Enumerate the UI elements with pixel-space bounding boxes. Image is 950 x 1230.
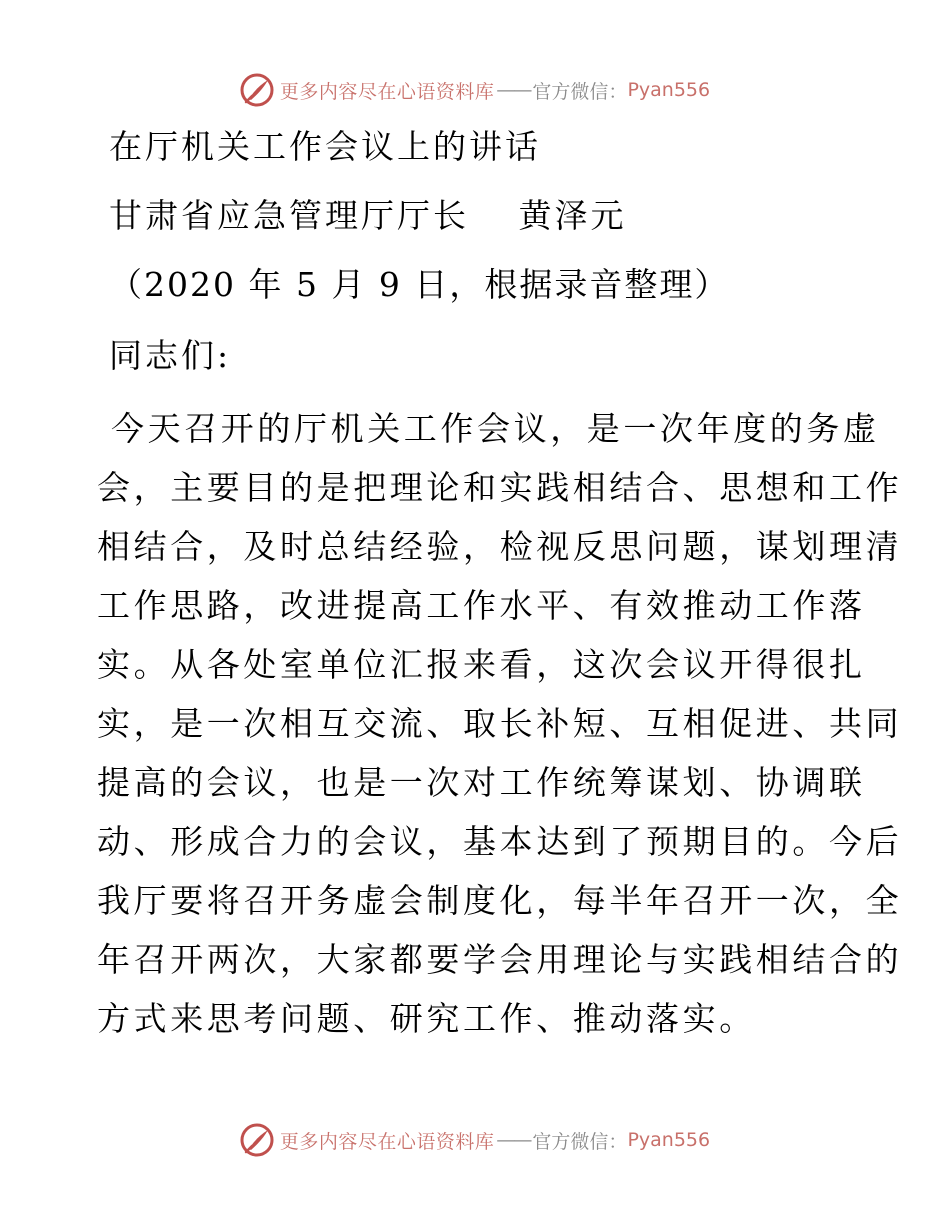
feather-logo-icon — [240, 1123, 274, 1157]
paragraph-line: 我厅要将召开务虚会制度化，每半年召开一次，全 — [97, 881, 903, 920]
feather-logo-icon — [240, 73, 274, 107]
paragraph-line: 年召开两次，大家都要学会用理论与实践相结合的 — [97, 940, 903, 979]
document-author: 甘肃省应急管理厅厅长 黄泽元 — [109, 196, 627, 235]
document-paragraph — [97, 399, 903, 1048]
paragraph-line: 相结合，及时总结经验，检视反思问题，谋划理清 — [97, 527, 903, 566]
document-title: 在厅机关工作会议上的讲话 — [109, 127, 541, 166]
footer-watermark — [0, 1122, 950, 1158]
paragraph-line: 今天召开的厅机关工作会议，是一次年度的务虚 — [111, 409, 880, 448]
document-body — [97, 120, 903, 1048]
watermark-separator: —— — [496, 1129, 531, 1151]
document-salutation: 同志们: — [109, 336, 232, 375]
watermark-account: Pyan556 — [627, 1129, 711, 1151]
paragraph-line: 动、形成合力的会议，基本达到了预期目的。今后 — [97, 822, 903, 861]
document-date-note: （2020 年 5 月 9 日，根据录音整理） — [109, 265, 730, 304]
watermark-separator: —— — [496, 79, 531, 101]
paragraph-line: 会，主要目的是把理论和实践相结合、思想和工作 — [97, 468, 903, 507]
watermark-text: 更多内容尽在心语资料库 — [279, 80, 495, 103]
paragraph-line: 实，是一次相互交流、取长补短、互相促进、共同 — [97, 704, 903, 743]
paragraph-line: 方式来思考问题、研究工作、推动落实。 — [97, 999, 756, 1038]
watermark-text: 更多内容尽在心语资料库 — [279, 1130, 495, 1153]
paragraph-line: 工作思路，改进提高工作水平、有效推动工作落 — [97, 586, 866, 625]
watermark-account: Pyan556 — [627, 79, 711, 101]
header-watermark — [0, 72, 950, 108]
watermark-label: 官方微信： — [532, 80, 628, 103]
watermark-label: 官方微信： — [532, 1130, 628, 1153]
paragraph-line: 提高的会议，也是一次对工作统筹谋划、协调联 — [97, 763, 866, 802]
paragraph-line: 实。从各处室单位汇报来看，这次会议开得很扎 — [97, 645, 866, 684]
